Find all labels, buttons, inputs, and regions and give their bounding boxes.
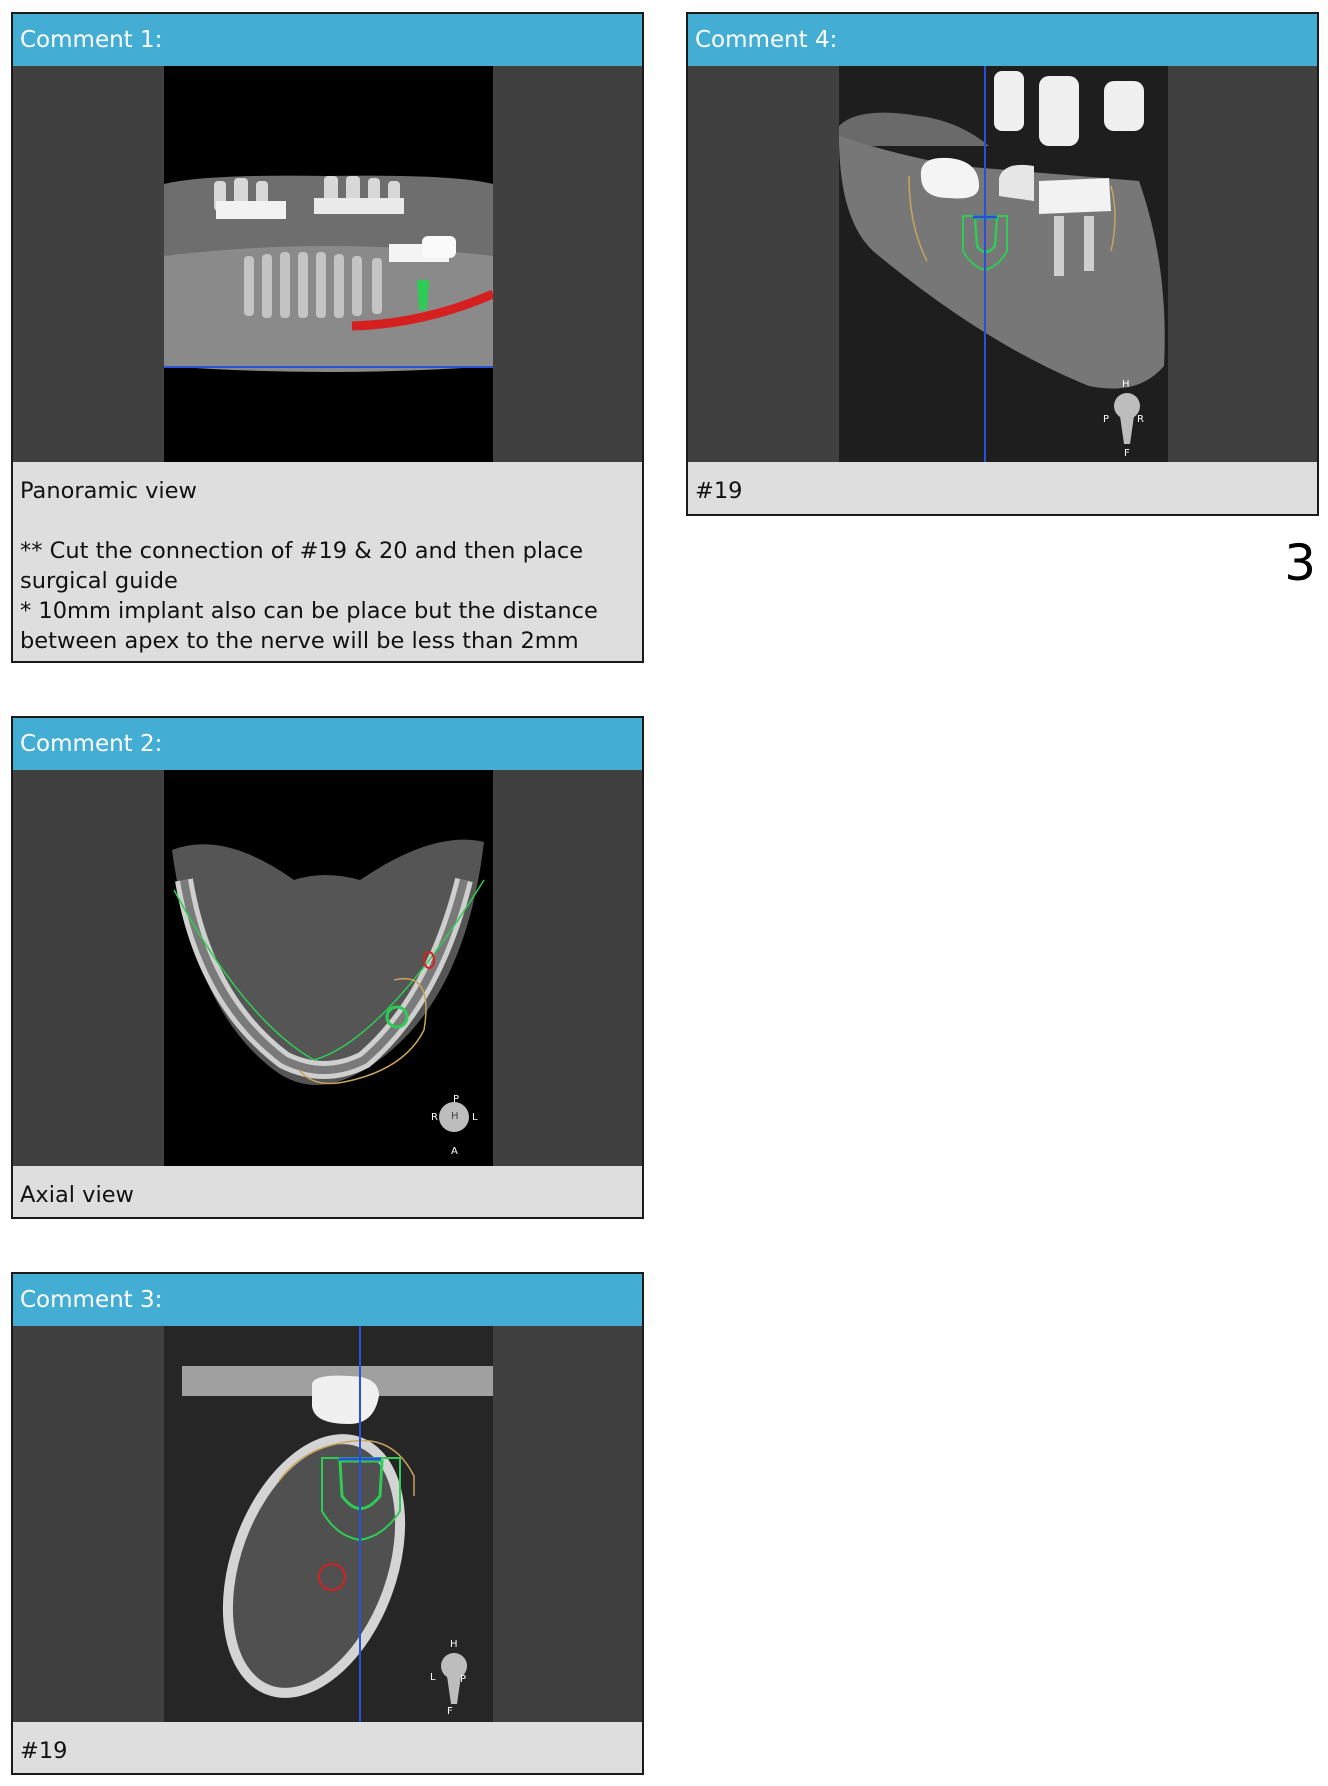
orient-bottom: F <box>447 1706 453 1717</box>
cross-section-orientation <box>164 1326 493 1722</box>
page-number: 3 <box>1284 534 1316 592</box>
comment-4-caption-title: #19 <box>695 478 743 504</box>
comment-1-header: Comment 1: <box>13 14 642 66</box>
axial-view-image <box>13 770 642 1166</box>
orient-right: L <box>472 1112 478 1123</box>
comment-card-1 <box>11 12 644 663</box>
orient-bottom: F <box>1124 448 1130 459</box>
cross-section-19-image <box>13 1326 642 1722</box>
panoramic-view-image <box>13 66 642 462</box>
comment-2-caption <box>13 1166 642 1218</box>
comment-3-caption-title: #19 <box>20 1738 68 1764</box>
comment-4-header: Comment 4: <box>688 14 1317 66</box>
comment-2-caption-title: Axial view <box>20 1182 134 1208</box>
tangential-orientation <box>839 66 1168 462</box>
comment-card-4 <box>686 12 1319 516</box>
comment-4-caption <box>688 462 1317 514</box>
comment-card-3 <box>11 1272 644 1775</box>
axial-orientation <box>164 770 493 1166</box>
comment-3-header: Comment 3: <box>13 1274 642 1326</box>
panoramic-scan <box>164 66 493 462</box>
orient-right: P <box>460 1674 467 1685</box>
orient-top: H <box>1122 379 1130 390</box>
orient-center: H <box>451 1111 459 1122</box>
orient-left: P <box>1103 414 1110 425</box>
orient-top: P <box>453 1094 460 1105</box>
orient-bottom: A <box>451 1146 458 1157</box>
orient-left: L <box>430 1672 436 1683</box>
orient-left: R <box>431 1112 438 1123</box>
orient-right: R <box>1137 414 1144 425</box>
comment-1-note-2: * 10mm implant also can be place but the distance between apex to the nerve will be less than 2mm <box>20 598 598 654</box>
orient-top: H <box>450 1639 458 1650</box>
comment-card-2 <box>11 716 644 1219</box>
tangential-19-image <box>688 66 1317 462</box>
comment-3-caption <box>13 1722 642 1774</box>
comment-1-note-1: ** Cut the connection of #19 & 20 and then place surgical guide <box>20 538 584 594</box>
comment-2-header: Comment 2: <box>13 718 642 770</box>
comment-1-caption-title: Panoramic view <box>20 478 197 504</box>
comment-1-caption <box>13 462 642 664</box>
